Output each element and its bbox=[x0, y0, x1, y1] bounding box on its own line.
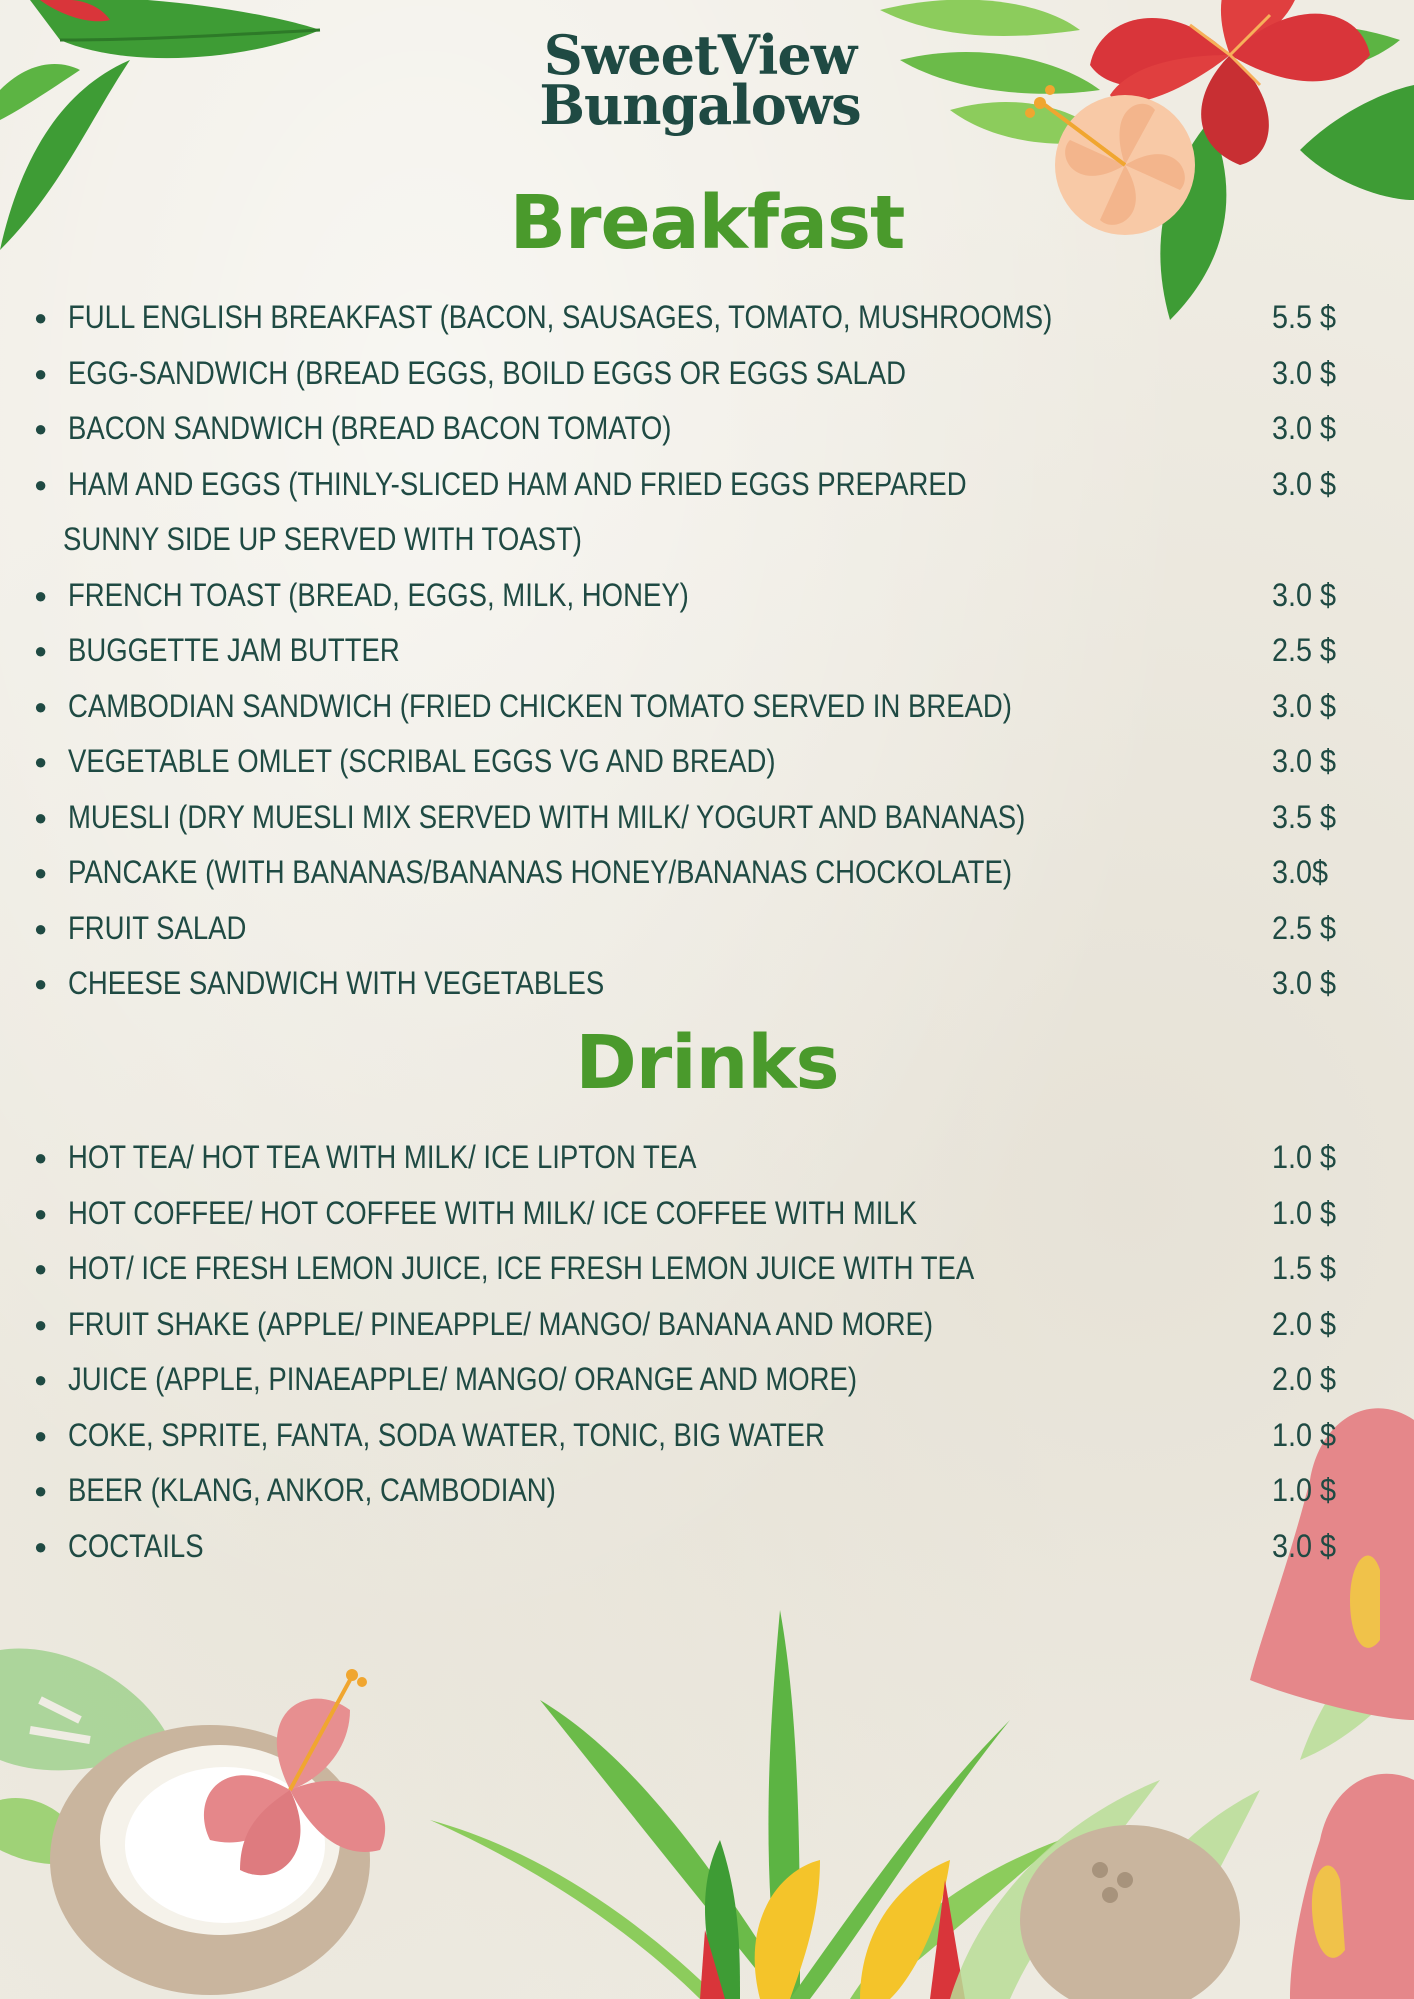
bullet-icon: ● bbox=[34, 1367, 48, 1392]
menu-item bbox=[30, 1519, 1350, 1575]
bullet-icon: ● bbox=[34, 1533, 48, 1559]
bullet-icon: ● bbox=[34, 305, 48, 330]
menu-item-price: 1.5 $ bbox=[1272, 1250, 1337, 1286]
menu-item-price: 1.0 $ bbox=[1272, 1416, 1337, 1453]
menu-item-price: 3.0 $ bbox=[1272, 576, 1337, 613]
breakfast-menu-list bbox=[30, 290, 1350, 1012]
menu-item-price: 2.5 $ bbox=[1272, 909, 1337, 946]
menu-item-price: 1.0 $ bbox=[1272, 1139, 1337, 1175]
menu-item bbox=[30, 290, 1350, 346]
menu-item-name: FRENCH TOAST (BREAD, EGGS, MILK, HONEY) bbox=[68, 576, 689, 613]
menu-item bbox=[30, 401, 1350, 457]
menu-item-name: CHEESE SANDWICH WITH VEGETABLES bbox=[68, 965, 605, 1001]
menu-item bbox=[30, 1408, 1350, 1464]
menu-item-price: 3.0 $ bbox=[1272, 687, 1337, 724]
menu-item bbox=[30, 457, 1350, 568]
anthurium-flower-lower bbox=[1290, 1774, 1414, 1999]
breakfast-heading: Breakfast bbox=[509, 180, 905, 266]
brand-logo bbox=[480, 23, 920, 137]
menu-item-price: 3.0 $ bbox=[1272, 743, 1337, 779]
bullet-icon: ● bbox=[34, 1311, 48, 1337]
bullet-icon: ● bbox=[34, 693, 48, 719]
drinks-menu-list bbox=[30, 1130, 1350, 1574]
menu-item-price: 3.5 $ bbox=[1272, 798, 1337, 835]
menu-item-price: 3.0 $ bbox=[1272, 1527, 1337, 1564]
menu-item-name: FRUIT SALAD bbox=[68, 909, 247, 946]
menu-item-name-continued: SUNNY SIDE UP SERVED WITH TOAST) bbox=[63, 521, 582, 557]
drinks-heading: Drinks bbox=[575, 1020, 839, 1106]
top-right-foliage bbox=[880, 0, 1414, 320]
menu-item-price: 3.0 $ bbox=[1272, 965, 1337, 1001]
bullet-icon: ● bbox=[34, 804, 48, 830]
menu-item-price: 2.0 $ bbox=[1272, 1361, 1337, 1397]
menu-item bbox=[30, 1297, 1350, 1353]
menu-item-name: FULL ENGLISH BREAKFAST (BACON, SAUSAGES, TOMATO, MUSHROOMS) bbox=[68, 299, 1053, 335]
menu-item-price: 3.0 $ bbox=[1272, 354, 1337, 391]
menu-item-name: PANCAKE (WITH BANANAS/BANANAS HONEY/BANANAS CHOCKOLATE) bbox=[68, 854, 1013, 890]
bullet-icon: ● bbox=[34, 1145, 48, 1170]
menu-item bbox=[30, 956, 1350, 1012]
bullet-icon: ● bbox=[34, 915, 48, 941]
menu-item-name: JUICE (APPLE, PINAEAPPLE/ MANGO/ ORANGE AND MORE) bbox=[68, 1361, 858, 1397]
bullet-icon: ● bbox=[34, 1478, 48, 1503]
bullet-icon: ● bbox=[34, 1256, 48, 1281]
bullet-icon: ● bbox=[34, 360, 48, 386]
menu-item-price: 2.0 $ bbox=[1272, 1305, 1337, 1342]
menu-item bbox=[30, 623, 1350, 679]
menu-item bbox=[30, 845, 1350, 901]
menu-item-name: CAMBODIAN SANDWICH (FRIED CHICKEN TOMATO SERVED IN BREAD) bbox=[68, 687, 1012, 724]
brand-name-line2: Bungalows bbox=[539, 73, 861, 137]
menu-item bbox=[30, 1352, 1350, 1408]
bullet-icon: ● bbox=[34, 416, 48, 441]
brand-name-line1: SweetView bbox=[543, 23, 857, 87]
bullet-icon: ● bbox=[34, 1200, 48, 1226]
bullet-icon: ● bbox=[34, 582, 48, 608]
menu-item-name: BEER (KLANG, ANKOR, CAMBODIAN) bbox=[68, 1472, 556, 1508]
menu-item-name: FRUIT SHAKE (APPLE/ PINEAPPLE/ MANGO/ BANANA AND MORE) bbox=[68, 1305, 934, 1342]
menu-item-name: HAM AND EGGS (THINLY-SLICED HAM AND FRIED EGGS PREPARED bbox=[68, 465, 967, 502]
menu-item bbox=[30, 1130, 1350, 1186]
menu-item bbox=[30, 1241, 1350, 1297]
menu-item bbox=[30, 790, 1350, 846]
menu-item-name: HOT COFFEE/ HOT COFFEE WITH MILK/ ICE COFFEE WITH MILK bbox=[68, 1194, 918, 1231]
menu-item bbox=[30, 568, 1350, 624]
menu-item bbox=[30, 346, 1350, 402]
menu-item bbox=[30, 734, 1350, 790]
bottom-left-foliage bbox=[0, 1648, 385, 1995]
menu-item-name: HOT/ ICE FRESH LEMON JUICE, ICE FRESH LEMON JUICE WITH TEA bbox=[68, 1250, 975, 1286]
bullet-icon: ● bbox=[34, 860, 48, 885]
menu-item-price: 3.0 $ bbox=[1272, 410, 1337, 446]
menu-item-name: VEGETABLE OMLET (SCRIBAL EGGS VG AND BREAD) bbox=[68, 743, 776, 779]
menu-item-price: 3.0 $ bbox=[1272, 465, 1337, 502]
menu-item bbox=[30, 1186, 1350, 1242]
bullet-icon: ● bbox=[34, 749, 48, 774]
menu-item-price: 1.0 $ bbox=[1272, 1472, 1337, 1508]
menu-item-price: 3.0$ bbox=[1272, 854, 1329, 890]
menu-item bbox=[30, 679, 1350, 735]
menu-item-name: BACON SANDWICH (BREAD BACON TOMATO) bbox=[68, 410, 672, 446]
bullet-icon: ● bbox=[34, 638, 48, 663]
menu-item bbox=[30, 901, 1350, 957]
bullet-icon: ● bbox=[34, 971, 48, 996]
menu-item-name: MUESLI (DRY MUESLI MIX SERVED WITH MILK/ YOGURT AND BANANAS) bbox=[68, 798, 1026, 835]
menu-item-name: COKE, SPRITE, FANTA, SODA WATER, TONIC, BIG WATER bbox=[68, 1416, 825, 1453]
menu-item-name: EGG-SANDWICH (BREAD EGGS, BOILD EGGS OR EGGS SALAD bbox=[68, 354, 906, 391]
menu-item-price: 1.0 $ bbox=[1272, 1194, 1337, 1231]
bottom-center-foliage bbox=[430, 1610, 1060, 1999]
menu-item-price: 5.5 $ bbox=[1272, 299, 1337, 335]
menu-item-price: 2.5 $ bbox=[1272, 632, 1337, 668]
menu-item bbox=[30, 1463, 1350, 1519]
menu-item-name: HOT TEA/ HOT TEA WITH MILK/ ICE LIPTON TEA bbox=[68, 1139, 697, 1175]
bullet-icon: ● bbox=[34, 471, 48, 497]
menu-item-name: COCTAILS bbox=[68, 1527, 204, 1564]
bullet-icon: ● bbox=[34, 1422, 48, 1448]
menu-item-name: BUGGETTE JAM BUTTER bbox=[68, 632, 400, 668]
